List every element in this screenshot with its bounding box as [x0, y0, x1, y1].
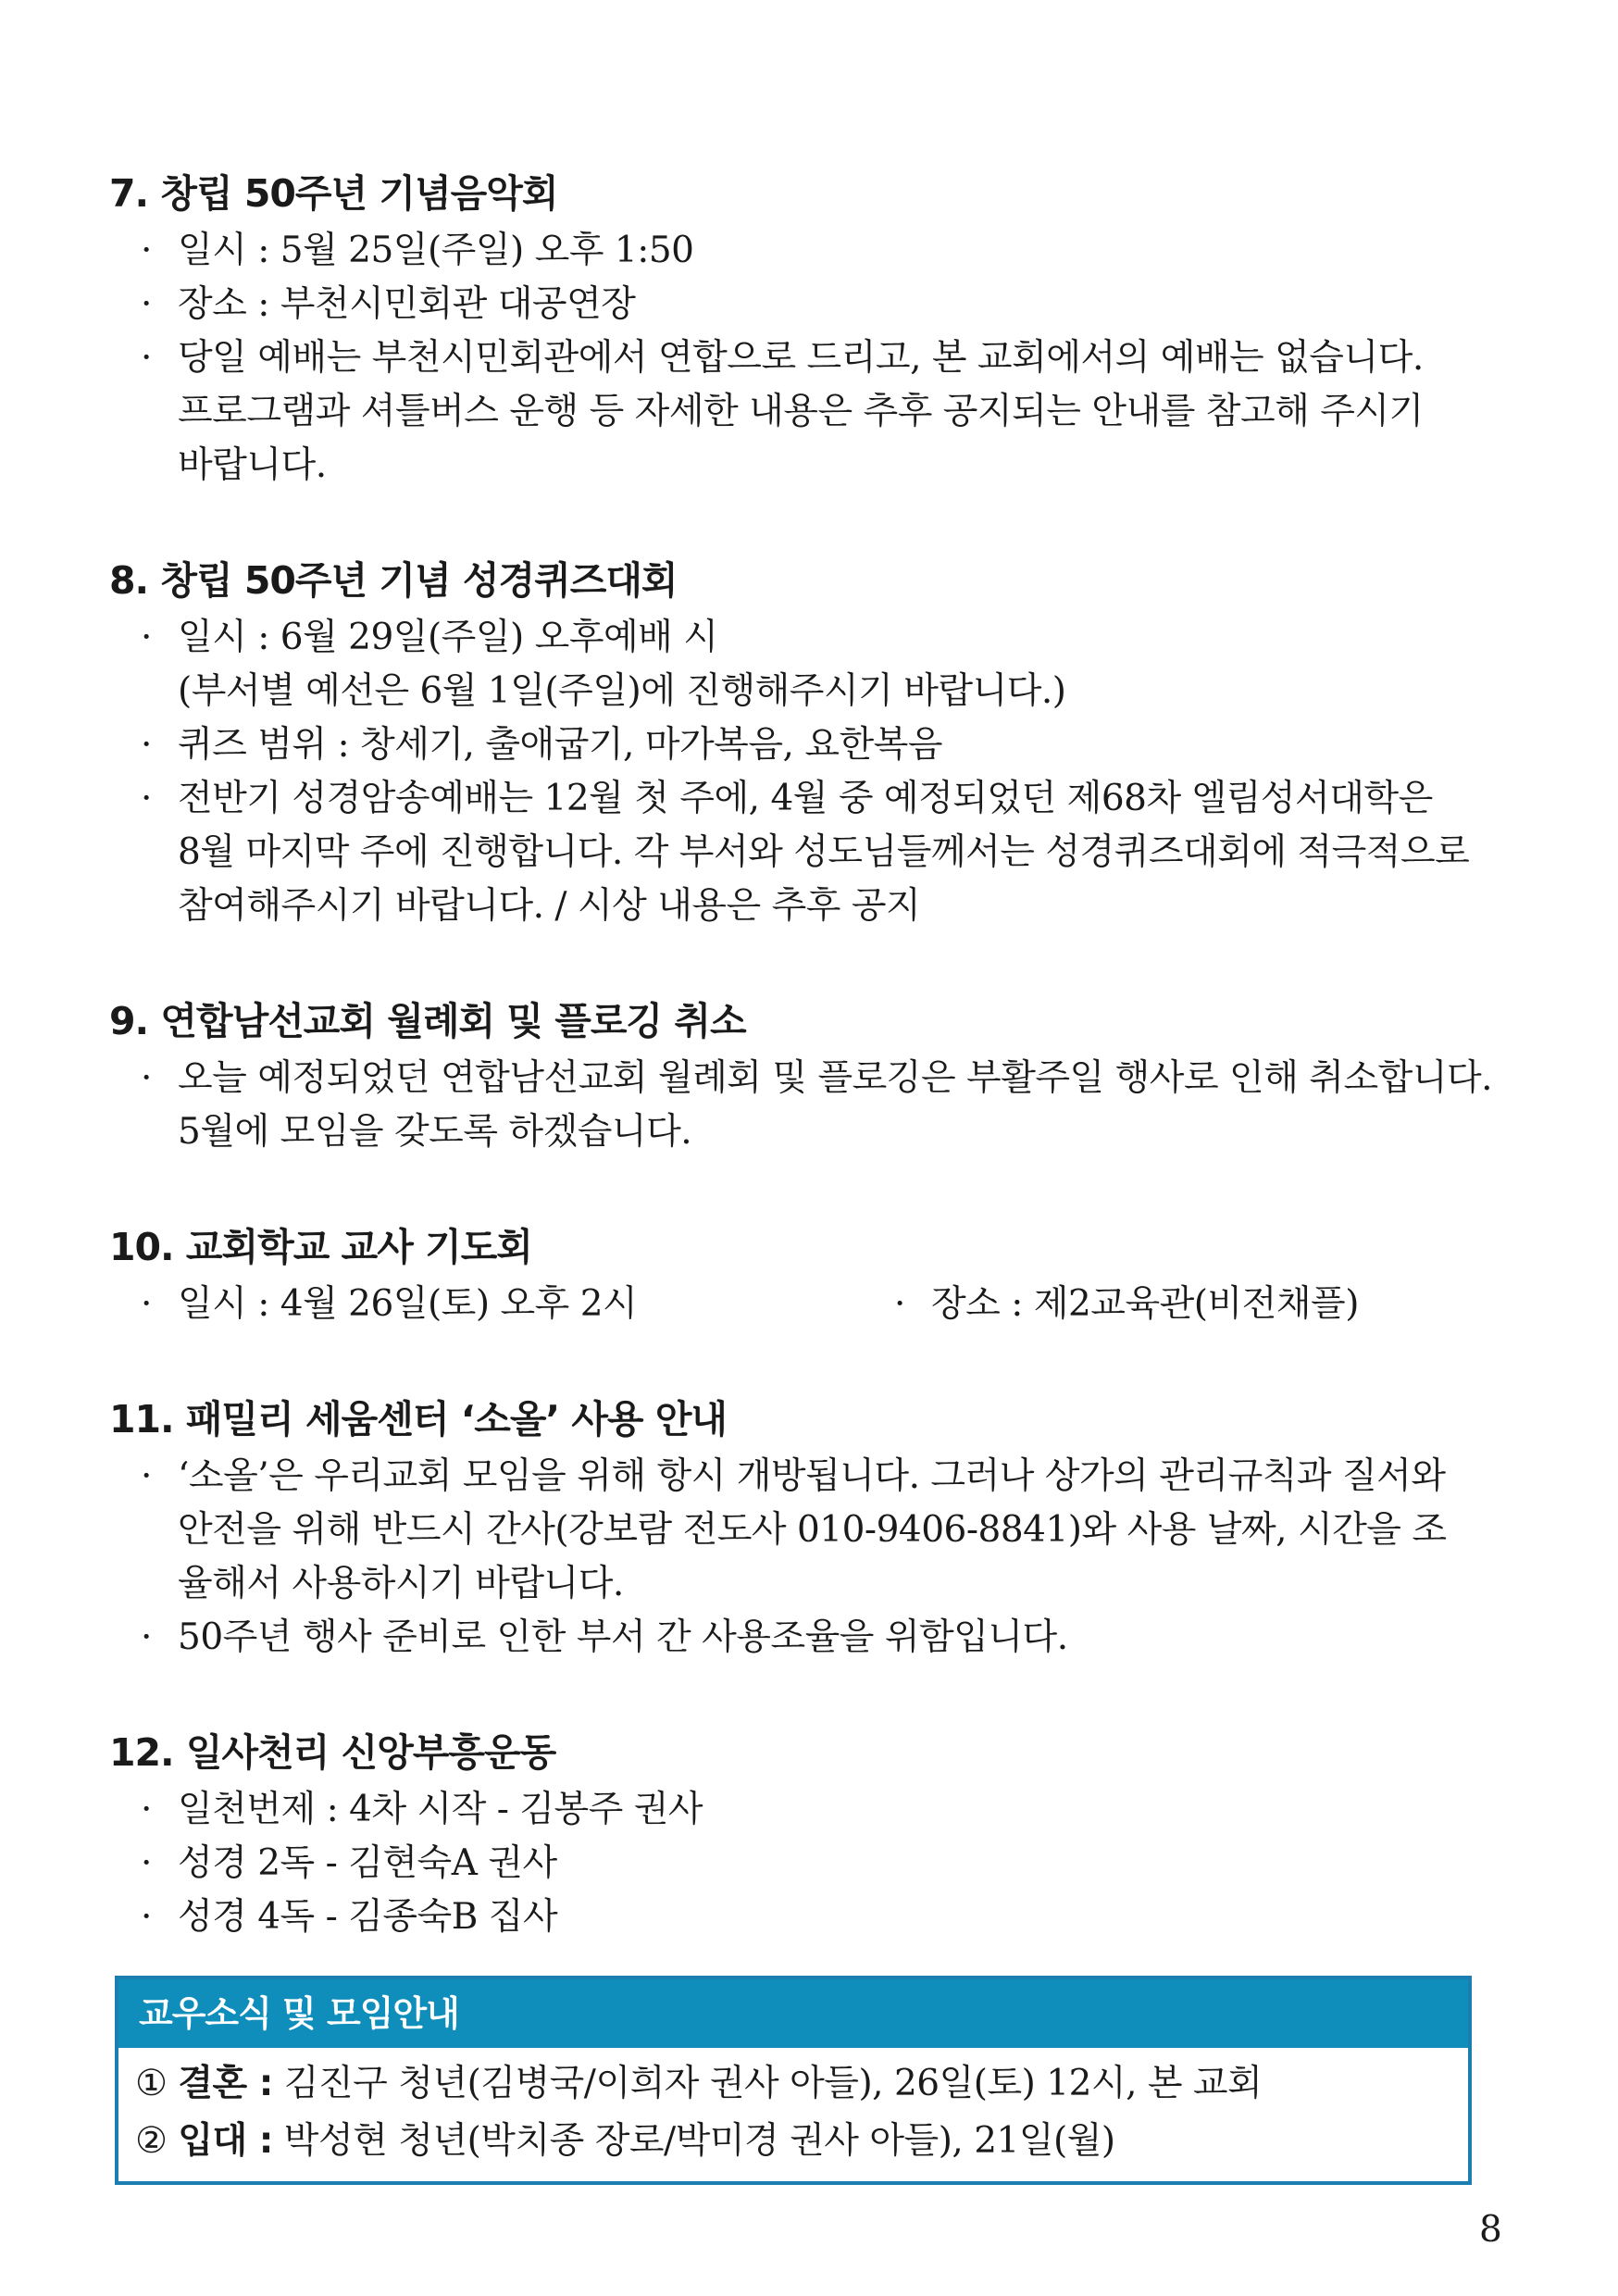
list-item-continuation: 참여해주시기 바랍니다. / 시상 내용은 추후 공지	[178, 885, 921, 927]
bullet: ·	[141, 617, 152, 658]
list-item-continuation: 프로그램과 셔틀버스 운행 등 자세한 내용은 추후 공지되는 안내를 참고해 주시기	[178, 391, 1424, 432]
info-row	[109, 1278, 1516, 1331]
section-9-cancel	[109, 992, 1516, 1159]
bullet: ·	[141, 1896, 152, 1938]
section-12-revival	[109, 1724, 1516, 1944]
news-entry	[135, 2113, 1468, 2170]
list-item: · 일시 : 6월 29일(주일) 오후예배 시	[109, 611, 1516, 665]
list-item: · 전반기 성경암송예배는 12월 첫 주에, 4월 중 예정되었던 제68차 엘림성서대학은	[109, 772, 1516, 826]
bullet: ·	[141, 337, 152, 379]
list-item: · 성경 4독 - 김종숙B 집사	[109, 1890, 1516, 1944]
section-7-concert	[109, 165, 1516, 493]
page-number: 8	[1479, 2209, 1502, 2251]
list-item-continuation: (부서별 예선은 6월 1일(주일)에 진행해주시기 바랍니다.)	[178, 670, 1066, 712]
section-heading: 7. 창립 50주년 기념음악회	[109, 171, 558, 216]
list-item-continuation: 율해서 사용하시기 바랍니다.	[178, 1563, 624, 1604]
list-item: · 당일 예배는 부천시민회관에서 연합으로 드리고, 본 교회에서의 예배는 없습니다.	[109, 331, 1516, 385]
bullet: ·	[141, 1283, 152, 1325]
bullet: ·	[141, 283, 152, 325]
section-heading: 11. 패밀리 세움센터 ‘소올’ 사용 안내	[109, 1397, 728, 1441]
box-title: 교우소식 및 모임안내	[118, 1979, 1468, 2048]
bullet: ·	[894, 1283, 905, 1325]
list-item-continuation: 8월 마지막 주에 진행합니다. 각 부서와 성도님들께서는 성경퀴즈대회에 적극적으로	[178, 831, 1470, 873]
bullet: ·	[141, 1842, 152, 1884]
list-item-continuation: 안전을 위해 반드시 간사(강보람 전도사 010-9406-8841)와 사용 날짜, 시간을 조	[178, 1509, 1447, 1551]
bullet: ·	[141, 1789, 152, 1830]
entry-number: ①	[135, 2063, 168, 2104]
list-item: · ‘소올’은 우리교회 모임을 위해 항시 개방됩니다. 그러나 상가의 관리규칙과 질서와	[109, 1450, 1516, 1504]
entry-label: 입대 :	[178, 2120, 273, 2162]
bullet: ·	[141, 724, 152, 766]
bullet: ·	[141, 1616, 152, 1658]
bullet: ·	[141, 230, 152, 271]
list-item: · 퀴즈 범위 : 창세기, 출애굽기, 마가복음, 요한복음	[109, 718, 1516, 772]
section-heading: 12. 일사천리 신앙부흥운동	[109, 1730, 556, 1775]
list-item: · 장소 : 제2교육관(비전채플)	[863, 1278, 1359, 1331]
news-entry	[135, 2055, 1468, 2113]
entry-text: 박성현 청년(박치종 장로/박미경 권사 아들), 21일(월)	[272, 2120, 1115, 2162]
list-item: · 일시 : 4월 26일(토) 오후 2시	[109, 1278, 863, 1331]
list-item: · 오늘 예정되었던 연합남선교회 월례회 및 플로깅은 부활주일 행사로 인해 취소합니다.	[109, 1052, 1516, 1105]
section-heading: 10. 교회학교 교사 기도회	[109, 1225, 532, 1269]
bullet: ·	[141, 1057, 152, 1099]
section-heading: 8. 창립 50주년 기념 성경퀴즈대회	[109, 558, 678, 603]
box-body	[118, 2048, 1468, 2170]
bullet: ·	[141, 1455, 152, 1497]
list-item: · 일천번제 : 4차 시작 - 김봉주 권사	[109, 1783, 1516, 1837]
entry-label: 결혼 :	[178, 2063, 273, 2104]
list-item-continuation: 5월에 모임을 갖도록 하겠습니다.	[178, 1111, 692, 1153]
section-10-teachers	[109, 1218, 1516, 1331]
list-item: · 50주년 행사 준비로 인한 부서 간 사용조율을 위함입니다.	[109, 1611, 1516, 1665]
entry-text: 김진구 청년(김병국/이희자 권사 아들), 26일(토) 12시, 본 교회	[272, 2063, 1263, 2104]
bullet: ·	[141, 778, 152, 819]
list-item: · 일시 : 5월 25일(주일) 오후 1:50	[109, 224, 1516, 278]
section-11-soall	[109, 1391, 1516, 1665]
announcements	[109, 165, 1516, 2002]
list-item: · 장소 : 부천시민회관 대공연장	[109, 278, 1516, 331]
section-heading: 9. 연합남선교회 월례회 및 플로깅 취소	[109, 999, 746, 1043]
list-item-continuation: 바랍니다.	[178, 444, 327, 486]
member-news-box	[115, 1976, 1472, 2185]
list-item: · 성경 2독 - 김현숙A 권사	[109, 1837, 1516, 1890]
entry-number: ②	[135, 2120, 168, 2162]
section-8-quiz	[109, 552, 1516, 933]
